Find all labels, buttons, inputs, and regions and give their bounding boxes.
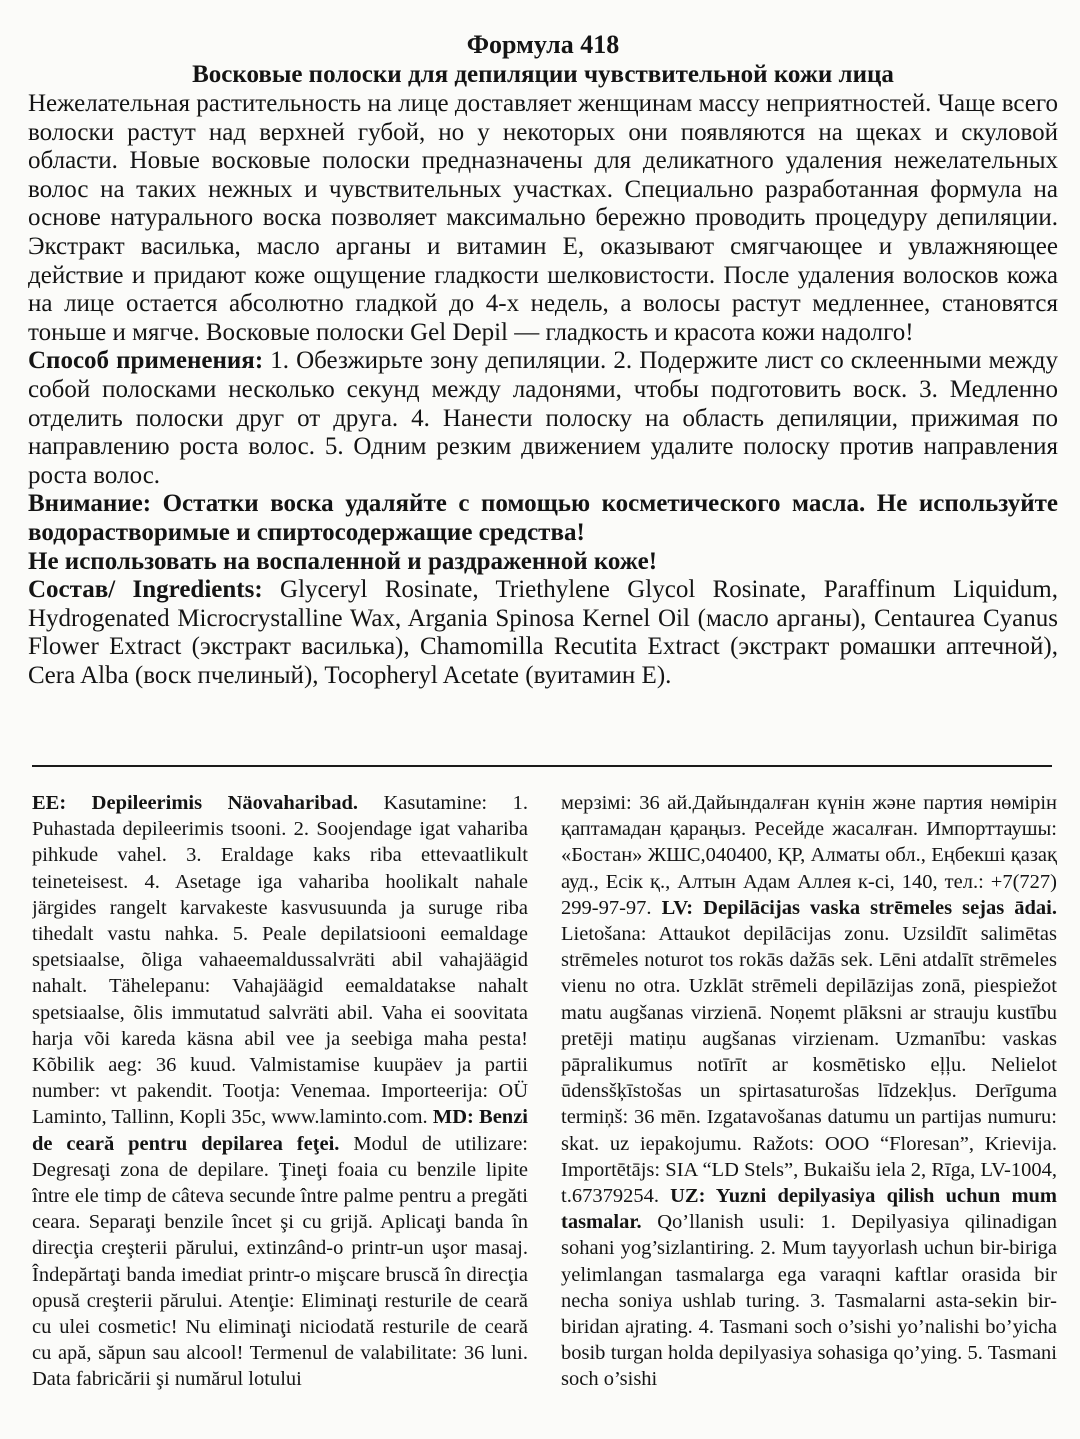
ingredients-text: Glyceryl Rosinate, Triethylene Glycol Rosinate, Paraffinum Liquidum, Hydrogenated Microcrystalline Wax, Argania Spinosa Kernel Oil (масло арганы), Centaurea Cyanus Flower Extract (экстракт василька), Chamomilla Recutita Extract (экстракт ромашки аптечной), Cera Alba (воск пчелиный), Tocopheryl Acetate (вуитамин Е). bbox=[28, 576, 1058, 689]
usage-label: Способ применения: bbox=[28, 347, 264, 375]
md-label: MD: Benzi de ceară pentru depilarea feţei. bbox=[32, 1106, 528, 1155]
warning-paragraph bbox=[28, 490, 1058, 547]
lv-text: Lietošana: Attaukot depilācijas zonu. Uzsildīt salimētas strēmeles noturot tos rokās dažās sek. Lēni atdalīt strēmeles vienu no otra. Uzklāt strēmeli depilāzijas zonā, piespiežot matu augšanas virzienā. Noņemt plāksni ar strauju kustību pretēji matiņu augšanas virzienam. Uzmanību: vaskas pāpralikumus notīrīt ar kosmētisko eļļu. Nelielot ūdensšķīstošas un spirtasaturošas līdzekļus. Derīguma termiņš: 36 mēn. Izgatavošanas datumu un partijas numuru: skat. uz iepakojumu. Ražots: OOO “Floresan”, Krievija. Importētājs: SIA “LD Stels”, Bukaišu iela 2, Rīga, LV-1004, t.67379254. bbox=[561, 923, 1057, 1208]
multilingual-columns bbox=[32, 790, 1057, 1439]
ee-text: Kasutamine: 1. Puhastada depileerimis tsooni. 2. Soojendage igat vahariba pihkude vahel. 3. Eraldage kaks riba ettevaatlikult teineteisest. 4. Asetage iga vahariba hoolikalt nahale järgides rangelt karvakeste kasvusuunda ja suruge riba tihedalt vastu nahka. 5. Peale depilatsiooni eemaldage spetsiaalse, õliga vahaeemaldussalvräti abil vahajäägid nahalt. Tähelepanu: Vahajäägid eemaldatakse nahalt spetsiaalse, õlis immutatud salvräti abil. Vaha ei soovitata harja või kareda käsna abil vee ja seebiga maha pesta! Kõbilik aeg: 36 kuud. Valmistamise kuupäev ja partii number: vt pakendit. Tootja: Venemaa. Importeerija: OÜ Laminto, Tallinn, Kopli 35c, www.laminto.com. bbox=[32, 792, 528, 1129]
ee-label: EE: Depileerimis Näovaharibad. bbox=[32, 792, 359, 814]
russian-section bbox=[28, 30, 1058, 690]
warning-paragraph-2 bbox=[28, 548, 1058, 577]
usage-paragraph bbox=[28, 347, 1058, 490]
usage-text: 1. Обезжирьте зону депиляции. 2. Подержите лист со склеенными между собой полосками несколько секунд между ладонями, чтобы подготовить воск. 3. Медленно отделить полоски друг от друга. 4. Нанести полоску на область депиляции, прижимая по направлению роста волос. 5. Одним резким движением удалите полоску против направления роста волос. bbox=[28, 347, 1058, 489]
intro-paragraph: Нежелательная растительность на лице доставляет женщинам массу неприятностей. Чаще всего волоски растут над верхней губой, но у некоторых они появляются на щеках и скуловой области. Новые восковые полоски предназначены для деликатного удаления нежелательных волос на таких нежных и чувствительных участках. Специально разработанная формула на основе натурального воска позволяет максимально бережно проводить процедуру депиляции. Экстракт василька, масло арганы и витамин Е, оказывают смягчающее и увлажняющее действие и придают коже ощущение гладкости шелковистости. После удаления волосков кожа на лице остается абсолютно гладкой до 4-х недель, а волосы растут медленнее, становятся тоньше и мягче. Восковые полоски Gel Depil — гладкость и красота кожи надолго! bbox=[28, 90, 1058, 346]
kz-text: мерзімі: 36 ай.Дайындалған күнін және партия нөмірін қаптамадан қараңыз. Ресейде жасалған. Импорттаушы: «Бостан» ЖШС,040400, ҚР, Алматы обл., Еңбекші қазақ ауд., Есік қ., Алтын Адам Аллея к-сі, 140, тел.: +7(727) 299-97-97. bbox=[561, 792, 1057, 919]
lv-label: LV: Depilācijas vaska strēmeles sejas ādai. bbox=[651, 896, 1057, 919]
warning-text-2: Не использовать на воспаленной и раздраженной коже! bbox=[28, 547, 658, 575]
product-formula-title: Формула 418 bbox=[466, 30, 620, 59]
warning-text: Внимание: Остатки воска удаляйте с помощью косметического масла. Не используйте водорастворимые и спиртосодержащие средства! bbox=[28, 490, 1058, 546]
ingredients-label: Состав/ Ingredients: bbox=[28, 576, 263, 604]
section-divider bbox=[32, 765, 1052, 767]
uz-label: UZ: Yuzni depilyasiya qilish uchun mum tasmalar. bbox=[561, 1185, 1057, 1234]
left-column bbox=[32, 790, 528, 1393]
right-column bbox=[561, 790, 1057, 1393]
uz-text: Qo’llanish usuli: 1. Depilyasiya qilinadigan sohani yog’sizlantiring. 2. Mum tayyorlash uchun bir-biriga yelimlangan tasmalarga ega varaqni kaftlar orasida bir necha soniya ushlab turing. 3. Tasmalarni asta-sekin bir-biridan ajrating. 4. Tasmani soch o’sishi yo’nalishi bo’yicha bosib turgan holda depilyasiya sohasiga qo’ying. 5. Tasmani soch o’sishi bbox=[561, 1211, 1057, 1391]
ingredients-paragraph bbox=[28, 576, 1058, 690]
md-text: Modul de utilizare: Degresaţi zona de depilare. Ţineţi foaia cu benzile lipite între ele timp de câteva secunde între palme pentru a pregăti ceara. Separaţi benzile încet şi cu grijă. Aplicaţi banda în direcţia creşterii părului, extinzând-o printr-un uşor masaj. Îndepărtaţi banda imediat printr-o mişcare bruscă în direcţia opusă creşterii părului. Atenţie: Eliminaţi resturile de ceară cu ulei cosmetic! Nu eliminaţi niciodată resturile de ceară cu apă, săpun sau alcool! Termenul de valabilitate: 36 luni. Data fabricării şi numărul lotului bbox=[32, 1132, 528, 1391]
product-subtitle: Восковые полоски для депиляции чувствительной кожи лица bbox=[192, 61, 894, 88]
